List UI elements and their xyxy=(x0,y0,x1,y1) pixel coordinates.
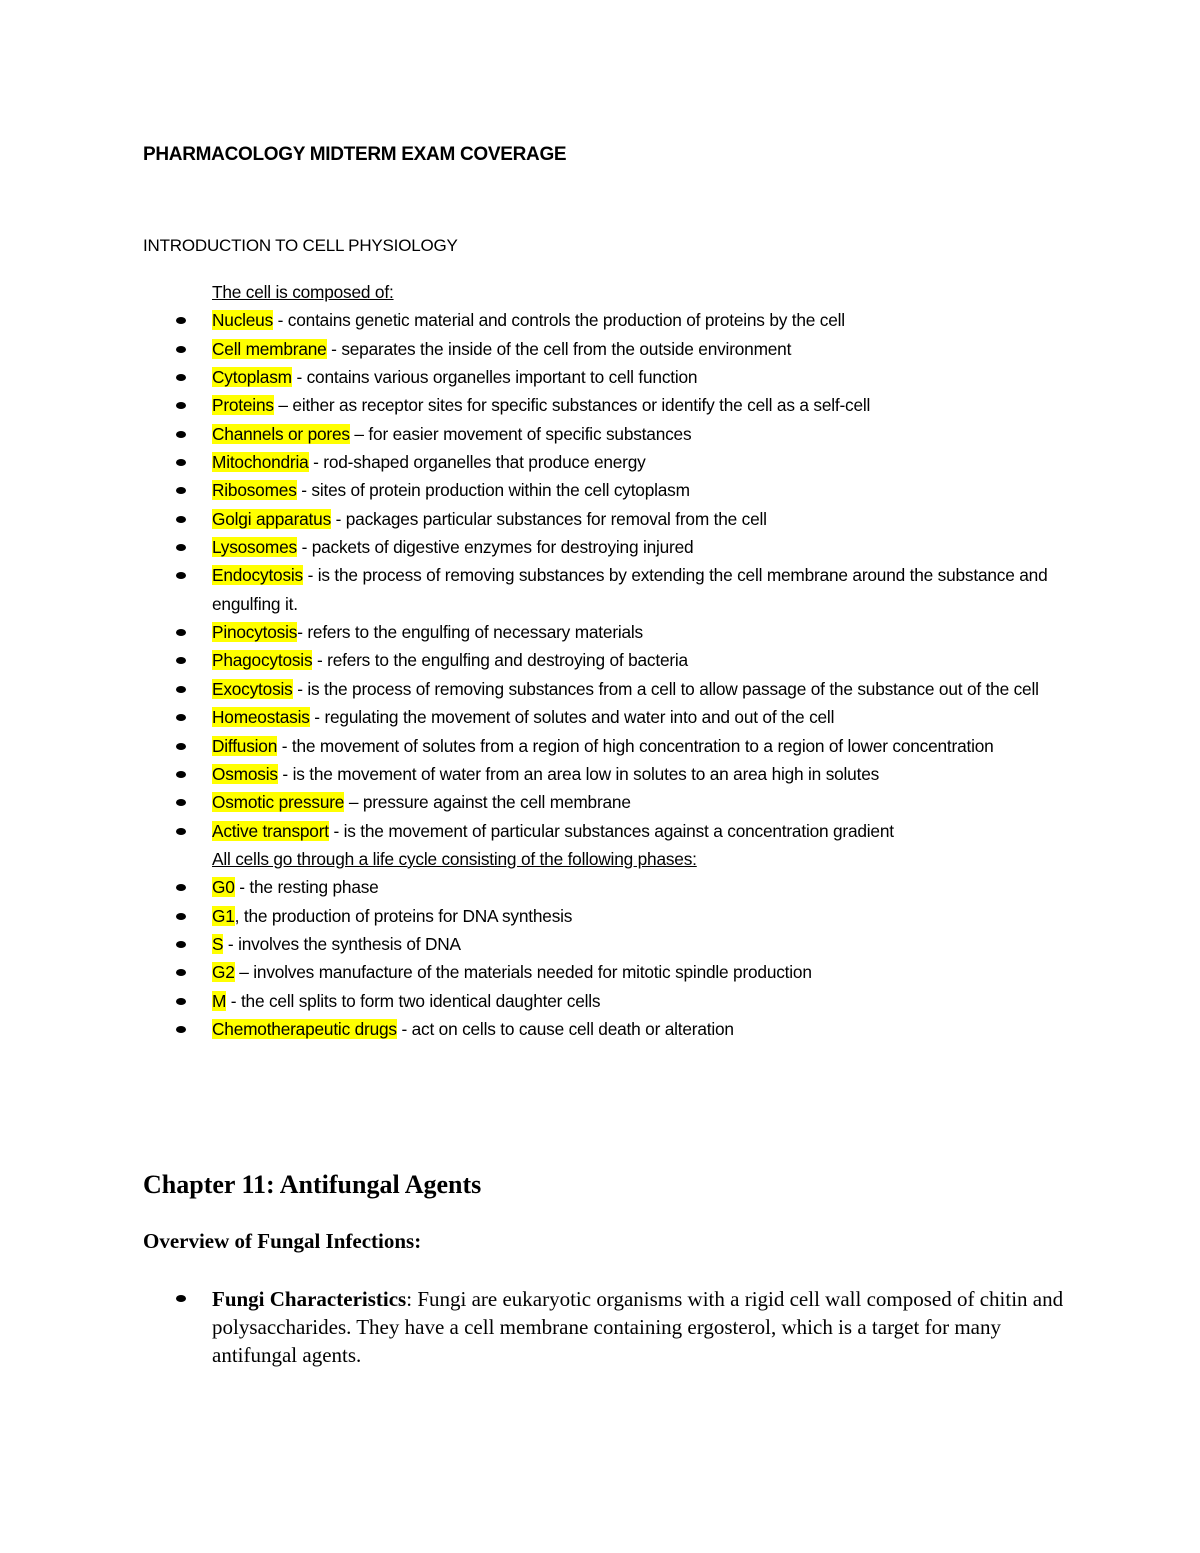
cell-components-list xyxy=(143,306,1103,845)
document-title: PHARMACOLOGY MIDTERM EXAM COVERAGE xyxy=(143,144,567,165)
section-title: INTRODUCTION TO CELL PHYSIOLOGY xyxy=(143,236,458,255)
highlighted-term: M xyxy=(212,990,227,1011)
term-description: – involves manufacture of the materials needed for mitotic spindle production xyxy=(234,962,812,983)
cell-component-item xyxy=(143,618,1103,646)
highlighted-term: Proteins xyxy=(212,395,274,416)
cell-cycle-phase-item xyxy=(143,873,1103,901)
highlighted-term: Active transport xyxy=(212,820,329,841)
cell-component-item xyxy=(143,732,1103,760)
bullet-icon xyxy=(176,771,186,778)
term-description: - sites of protein production within the cell cytoplasm xyxy=(296,480,690,501)
chapter-title: Chapter 11: Antifungal Agents xyxy=(143,1170,482,1199)
cell-component-item xyxy=(143,788,1103,816)
highlighted-term: Phagocytosis xyxy=(212,650,313,671)
highlighted-term: Diffusion xyxy=(212,735,278,756)
cell-cycle-phase-item xyxy=(143,930,1103,958)
cell-cycle-phase-item xyxy=(143,987,1103,1015)
fungal-overview-list xyxy=(143,1285,1073,1369)
life-cycle-list xyxy=(143,873,1103,1043)
life-cycle-heading: All cells go through a life cycle consisting of the following phases: xyxy=(212,848,697,869)
term-description: - the cell splits to form two identical daughter cells xyxy=(226,990,601,1011)
highlighted-term: Lysosomes xyxy=(212,537,297,558)
highlighted-term: Cytoplasm xyxy=(212,367,292,388)
cell-component-item xyxy=(143,760,1103,788)
cell-component-item xyxy=(143,420,1103,448)
highlighted-term: G2 xyxy=(212,962,235,983)
bullet-icon xyxy=(176,743,186,750)
bullet-icon xyxy=(176,1026,186,1033)
cell-component-item xyxy=(143,476,1103,504)
highlighted-term: Exocytosis xyxy=(212,678,293,699)
bullet-icon xyxy=(176,431,186,438)
highlighted-term: Nucleus xyxy=(212,310,274,331)
bullet-icon xyxy=(176,487,186,494)
term-description: – either as receptor sites for specific substances or identify the cell as a self-cell xyxy=(273,395,871,416)
bullet-icon xyxy=(176,629,186,636)
bullet-icon xyxy=(176,346,186,353)
bullet-icon xyxy=(176,686,186,693)
bullet-icon xyxy=(176,374,186,381)
fungal-overview-item xyxy=(143,1285,1073,1369)
bullet-icon xyxy=(176,969,186,976)
overview-title: Overview of Fungal Infections: xyxy=(143,1229,422,1253)
highlighted-term: Homeostasis xyxy=(212,707,310,728)
highlighted-term: Golgi apparatus xyxy=(212,508,332,529)
term-description: : Fungi are eukaryotic organisms with a rigid cell wall composed of chitin and polysaccharides. They have a cell membrane containing ergosterol, which is a target for many antifungal agents. xyxy=(212,1287,1064,1367)
bullet-icon xyxy=(176,998,186,1005)
bullet-icon xyxy=(176,459,186,466)
cell-component-item xyxy=(143,391,1103,419)
highlighted-term: Chemotherapeutic drugs xyxy=(212,1018,397,1039)
cell-physiology-section xyxy=(143,278,1103,1043)
bullet-icon xyxy=(176,317,186,324)
cell-cycle-phase-item xyxy=(143,1015,1103,1043)
cell-component-item xyxy=(143,561,1103,618)
term-description: - separates the inside of the cell from the outside environment xyxy=(326,338,792,359)
highlighted-term: Mitochondria xyxy=(212,452,309,473)
term-description: - is the movement of water from an area low in solutes to an area high in solutes xyxy=(277,763,880,784)
bullet-icon xyxy=(176,572,186,579)
term-description: - packets of digestive enzymes for destroying injured xyxy=(296,537,694,558)
term-description: – pressure against the cell membrane xyxy=(344,792,631,813)
term-description: - is the process of removing substances by extending the cell membrane around the substance and engulfing it. xyxy=(212,565,1048,614)
highlighted-term: Osmosis xyxy=(212,763,278,784)
bullet-icon xyxy=(176,544,186,551)
term-description: , the production of proteins for DNA synthesis xyxy=(234,905,573,926)
highlighted-term: G1 xyxy=(212,905,235,926)
highlighted-term: Osmotic pressure xyxy=(212,792,345,813)
term-description: - refers to the engulfing of necessary materials xyxy=(297,622,643,643)
term-description: - the resting phase xyxy=(234,877,379,898)
highlighted-term: Channels or pores xyxy=(212,423,350,444)
cell-component-item xyxy=(143,703,1103,731)
highlighted-term: G0 xyxy=(212,877,235,898)
term-description: - involves the synthesis of DNA xyxy=(223,933,461,954)
cell-component-item xyxy=(143,363,1103,391)
cell-composition-heading: The cell is composed of: xyxy=(212,282,394,302)
term-description: - contains genetic material and controls the production of proteins by the cell xyxy=(273,310,845,331)
cell-component-item xyxy=(143,533,1103,561)
bullet-icon xyxy=(176,913,186,920)
bullet-icon xyxy=(176,657,186,664)
term-description: - rod-shaped organelles that produce energy xyxy=(308,452,646,473)
highlighted-term: Pinocytosis xyxy=(212,622,298,643)
cell-component-item xyxy=(143,675,1103,703)
cell-component-item xyxy=(143,646,1103,674)
bullet-icon xyxy=(176,1295,186,1302)
cell-component-item xyxy=(143,505,1103,533)
term-description: - refers to the engulfing and destroying of bacteria xyxy=(312,650,688,671)
highlighted-term: Cell membrane xyxy=(212,338,327,359)
term-description: - packages particular substances for removal from the cell xyxy=(331,508,767,529)
cell-cycle-phase-item xyxy=(143,902,1103,930)
bullet-icon xyxy=(176,714,186,721)
cell-component-item xyxy=(143,306,1103,334)
term-description: - is the process of removing substances from a cell to allow passage of the substance out of the cell xyxy=(292,678,1039,699)
cell-component-item xyxy=(143,448,1103,476)
bullet-icon xyxy=(176,941,186,948)
bold-term: Fungi Characteristics xyxy=(212,1287,407,1311)
highlighted-term: Ribosomes xyxy=(212,480,297,501)
term-description: – for easier movement of specific substances xyxy=(349,423,692,444)
term-description: - act on cells to cause cell death or alteration xyxy=(396,1018,734,1039)
fungal-overview-section xyxy=(143,1285,1073,1369)
cell-cycle-phase-item xyxy=(143,958,1103,986)
bullet-icon xyxy=(176,516,186,523)
cell-component-item xyxy=(143,335,1103,363)
term-description: - regulating the movement of solutes and water into and out of the cell xyxy=(309,707,835,728)
highlighted-term: S xyxy=(212,933,224,954)
term-description: - is the movement of particular substances against a concentration gradient xyxy=(328,820,894,841)
bullet-icon xyxy=(176,884,186,891)
bullet-icon xyxy=(176,828,186,835)
bullet-icon xyxy=(176,799,186,806)
bullet-icon xyxy=(176,402,186,409)
term-description: - contains various organelles important to cell function xyxy=(291,367,698,388)
term-description: - the movement of solutes from a region of high concentration to a region of lower concentration xyxy=(277,735,994,756)
cell-component-item xyxy=(143,817,1103,845)
highlighted-term: Endocytosis xyxy=(212,565,303,586)
